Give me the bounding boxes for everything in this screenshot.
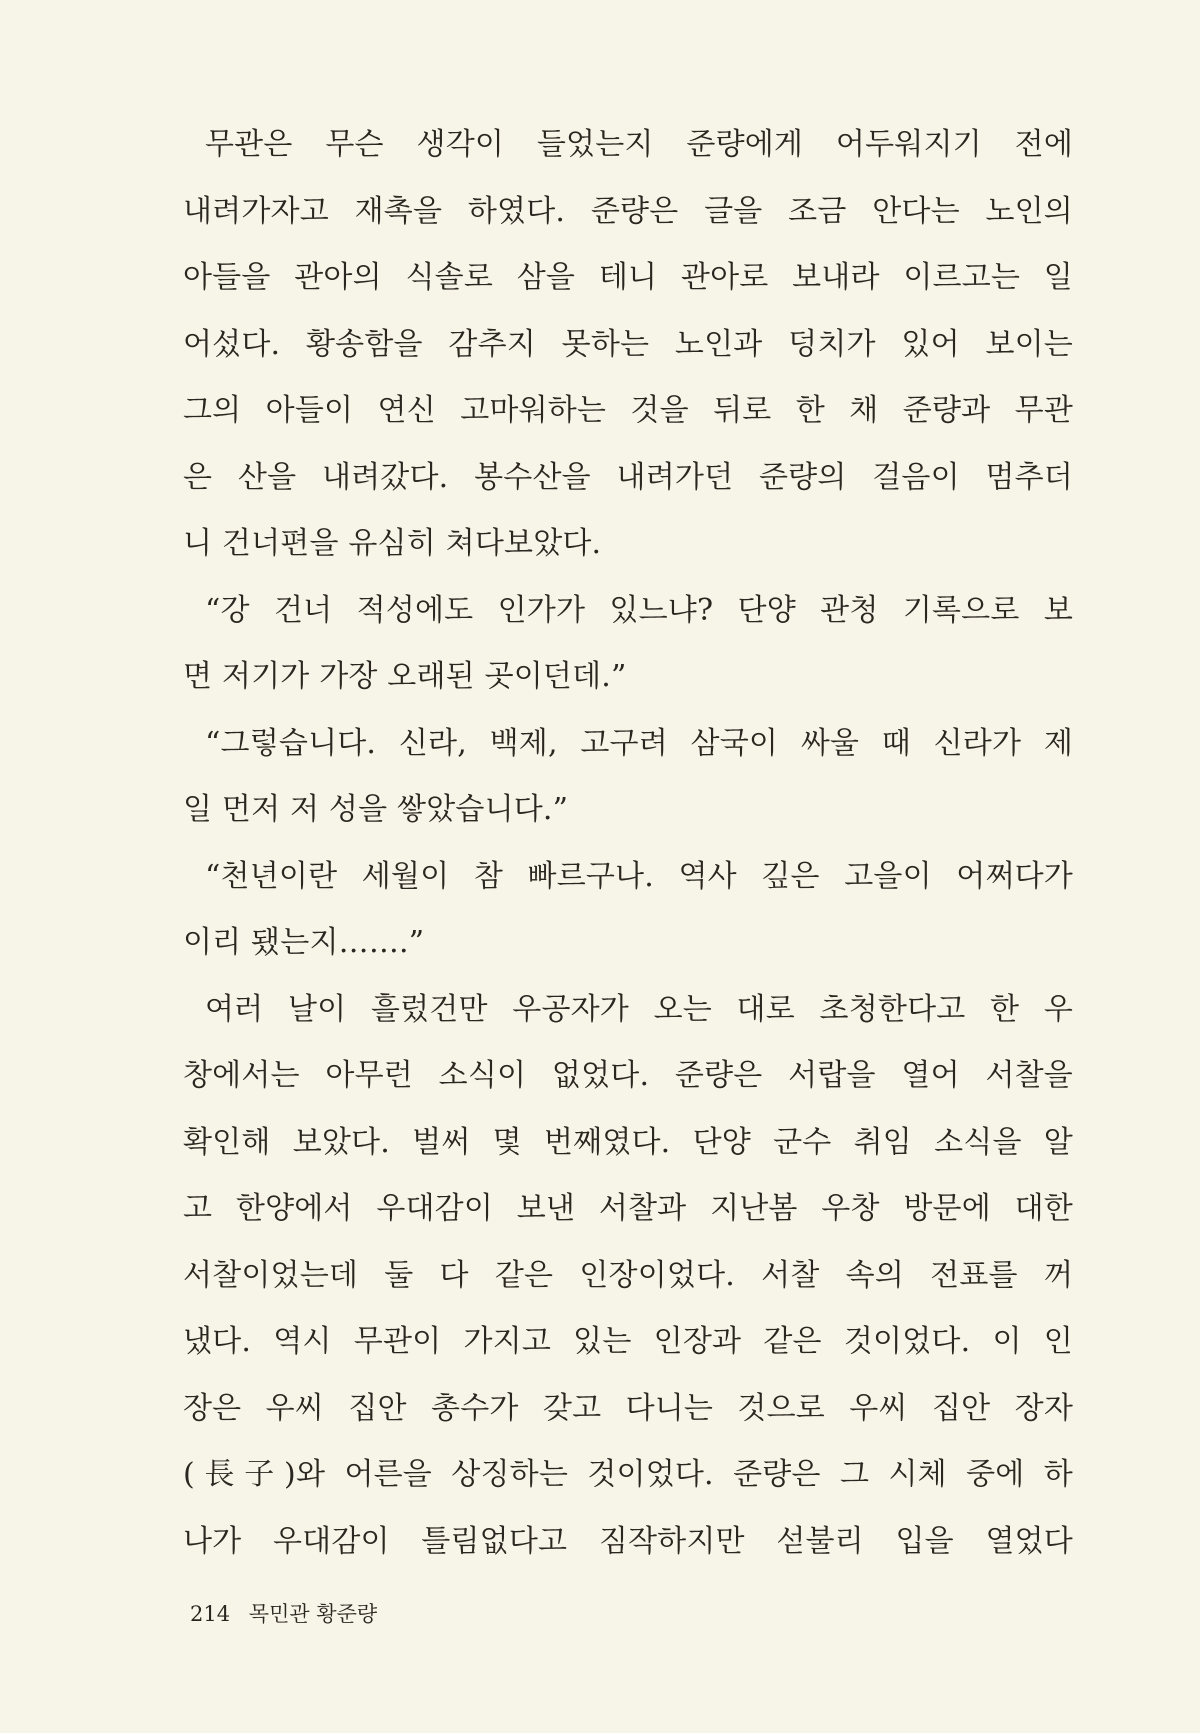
text-line: 여러 날이 흘렀건만 우공자가 오는 대로 초청한다고 한 우 [205,991,1073,1027]
page-number: 214 [190,1602,231,1626]
text-line: 고 한양에서 우대감이 보낸 서찰과 지난봄 우창 방문에 대한 [183,1191,1073,1226]
text-line: 니 건너편을 유심히 쳐다보았다. [183,526,602,561]
text-line: 냈다. 역시 무관이 가지고 있는 인장과 같은 것이었다. 이 인 [183,1324,1073,1359]
text-line: “천년이란 세월이 참 빠르구나. 역사 깊은 고을이 어쩌다가 [205,858,1073,894]
text-line: 장은 우씨 집안 총수가 갖고 다니는 것으로 우씨 집안 장자 [183,1390,1073,1426]
text-line: 어섰다. 황송함을 감추지 못하는 노인과 덩치가 있어 보이는 [183,326,1073,362]
text-line: 확인해 보았다. 벌써 몇 번째였다. 단양 군수 취임 소식을 알 [183,1124,1073,1160]
text-line: 면 저기가 가장 오래된 곳이던데.” [183,659,627,694]
text-line: 창에서는 아무런 소식이 없었다. 준량은 서랍을 열어 서찰을 [183,1058,1073,1093]
text-line: “그렇습니다. 신라, 백제, 고구려 삼국이 싸울 때 신라가 제 [205,725,1073,761]
text-line: 서찰이었는데 둘 다 같은 인장이었다. 서찰 속의 전표를 꺼 [183,1257,1073,1293]
text-line: 일 먼저 저 성을 쌓았습니다.” [183,792,569,827]
text-line: 나가 우대감이 틀림없다고 짐작하지만 섣불리 입을 열었다 [183,1523,1073,1559]
text-line: 무관은 무슨 생각이 들었는지 준량에게 어두워지기 전에 [205,127,1073,162]
body-text [183,112,1073,1575]
text-line: “강 건너 적성에도 인가가 있느냐? 단양 관청 기록으로 보 [205,592,1073,628]
book-title: 목민관 황준량 [248,1602,378,1626]
text-line: 그의 아들이 연신 고마워하는 것을 뒤로 한 채 준량과 무관 [183,393,1073,428]
page-footer [190,1598,377,1628]
text-line: 내려가자고 재촉을 하였다. 준량은 글을 조금 안다는 노인의 [183,193,1073,229]
text-line: (長子)와 어른을 상징하는 것이었다. 준량은 그 시체 중에 하 [183,1457,1073,1492]
text-line: 은 산을 내려갔다. 봉수산을 내려가던 준량의 걸음이 멈추더 [183,459,1073,495]
text-line: 이리 됐는지…….” [183,925,425,960]
text-line: 아들을 관아의 식솔로 삼을 테니 관아로 보내라 이르고는 일 [183,260,1073,295]
